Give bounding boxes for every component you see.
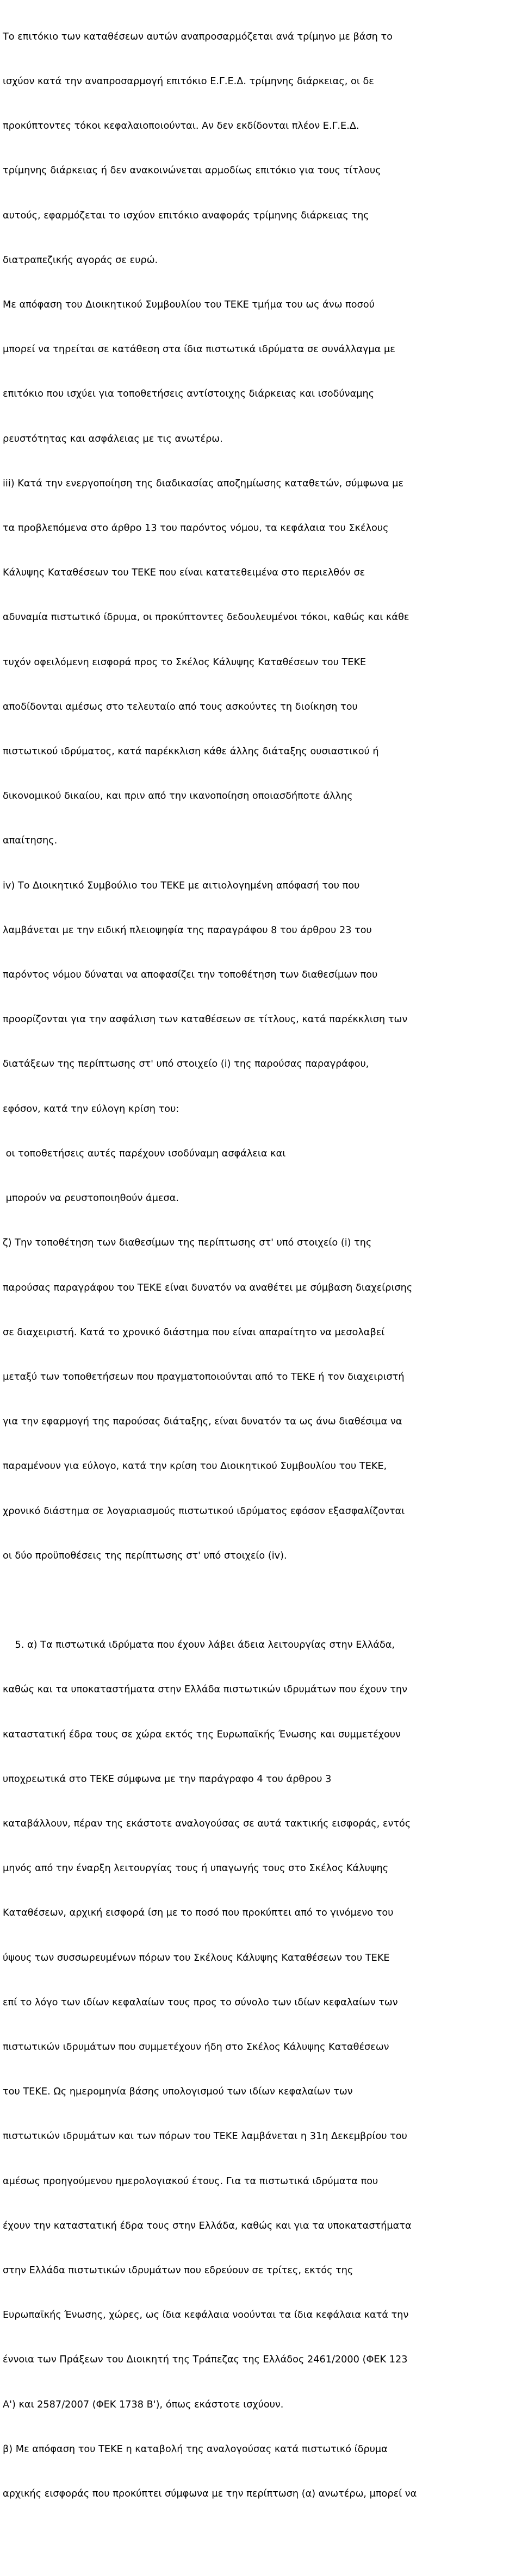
text-line: πιστωτικών ιδρυμάτων που συμμετέχουν ήδη στο Σκέλος Κάλυψης Καταθέσεων (3, 2041, 389, 2053)
text-line: Κάλυψης Καταθέσεων του ΤΕΚΕ που είναι κατατεθειμένα στο περιελθόν σε (3, 567, 365, 579)
text-line: β) Με απόφαση του ΤΕΚΕ η καταβολή της αναλογούσας κατά πιστωτικό ίδρυμα (3, 2443, 388, 2455)
text-line: μεταξύ των τοποθετήσεων που πραγματοποιούνται από το ΤΕΚΕ ή τον διαχειριστή (3, 1371, 405, 1383)
text-line: μηνός από την έναρξη λειτουργίας τους ή υπαγωγής τους στο Σκέλος Κάλυψης (3, 1863, 389, 1874)
text-line: απαίτησης. (3, 835, 58, 847)
text-line: iii) Κατά την ενεργοποίηση της διαδικασίας αποζημίωσης καταθετών, σύμφωνα με (3, 478, 404, 489)
text-line: καθώς και τα υποκαταστήματα στην Ελλάδα πιστωτικών ιδρυμάτων που έχουν την (3, 1684, 408, 1696)
text-line: διατραπεζικής αγοράς σε ευρώ. (3, 254, 158, 266)
text-line: Με απόφαση του Διοικητικού Συμβουλίου του ΤΕΚΕ τμήμα του ως άνω ποσού (3, 299, 375, 311)
text-line: σε διαχειριστή. Κατά το χρονικό διάστημα που είναι απαραίτητο να μεσολαβεί (3, 1327, 385, 1338)
text-line: Το επιτόκιο των καταθέσεων αυτών αναπροσαρμόζεται ανά τρίμηνο με βάση το (3, 31, 393, 42)
text-line: επιτόκιο που ισχύει για τοποθετήσεις αντίστοιχης διάρκειας και ισοδύναμης (3, 389, 375, 400)
text-line: ρευστότητας και ασφάλειας με τις ανωτέρω. (3, 433, 223, 445)
text-line: καταστατική έδρα τους σε χώρα εκτός της Ευρωπαϊκής Ένωσης και συμμετέχουν (3, 1729, 401, 1740)
text-line: ύψους των συσσωρευμένων πόρων του Σκέλους Κάλυψης Καταθέσεων του ΤΕΚΕ (3, 1952, 390, 1964)
text-line: διατάξεων της περίπτωσης στ' υπό στοιχείο (i) της παρούσας παραγράφου, (3, 1059, 369, 1070)
text-line: μπορεί να τηρείται σε κατάθεση στα ίδια πιστωτικά ιδρύματα σε συνάλλαγμα με (3, 344, 395, 355)
text-line: Καταθέσεων, αρχική εισφορά ίση με το ποσό που προκύπτει από το γινόμενο του (3, 1908, 394, 1919)
text-line: οι τοποθετήσεις αυτές παρέχουν ισοδύναμη ασφάλεια και (3, 1148, 286, 1159)
text-line: καταβάλλουν, πέραν της εκάστοτε αναλογούσας σε αυτά τακτικής εισφοράς, εντός (3, 1818, 411, 1829)
text-line: Ευρωπαϊκής Ένωσης, χώρες, ως ίδια κεφάλαια νοούνται τα ίδια κεφάλαια κατά την (3, 2310, 409, 2321)
text-line: μπορούν να ρευστοποιηθούν άμεσα. (3, 1193, 179, 1204)
text-line: για την εφαρμογή της παρούσας διάταξης, είναι δυνατόν τα ως άνω διαθέσιμα να (3, 1416, 402, 1428)
text-line: παρούσας παραγράφου του ΤΕΚΕ είναι δυνατόν να αναθέτει με σύμβαση διαχείρισης (3, 1282, 413, 1293)
text-line: αμέσως προηγούμενου ημερολογιακού έτους. Για τα πιστωτικά ιδρύματα που (3, 2175, 378, 2187)
text-line: του ΤΕΚΕ. Ως ημερομηνία βάσης υπολογισμού των ιδίων κεφαλαίων των (3, 2086, 353, 2098)
text-line: αυτούς, εφαρμόζεται το ισχύον επιτόκιο αναφοράς τρίμηνης διάρκειας της (3, 210, 369, 221)
text-line: αποδίδονται αμέσως στο τελευταίο από τους ασκούντες τη διοίκηση του (3, 701, 358, 712)
text-line (3, 2531, 522, 2546)
text-line: αδυναμία πιστωτικό ίδρυμα, οι προκύπτοντες δεδουλευμένοι τόκοι, καθώς και κάθε (3, 612, 409, 623)
text-line: έννοια των Πράξεων του Διοικητή της Τράπεζας της Ελλάδος 2461/2000 (ΦΕΚ 123 (3, 2354, 408, 2366)
text-line: παρόντος νόμου δύναται να αποφασίζει την τοποθέτηση των διαθεσίμων που (3, 970, 378, 981)
text-line: λαμβάνεται με την ειδική πλειοψηφία της παραγράφου 8 του άρθρου 23 του (3, 924, 372, 936)
text-line: τα προβλεπόμενα στο άρθρο 13 του παρόντος νόμου, τα κεφάλαια του Σκέλους (3, 523, 389, 534)
document-body (3, 0, 522, 2576)
text-line: προορίζονται για την ασφάλιση των καταθέσεων σε τίτλους, κατά παρέκκλιση των (3, 1014, 408, 1026)
text-line: δικονομικού δικαίου, και πριν από την ικανοποίηση οποιασδήποτε άλλης (3, 791, 353, 802)
text-line: Α') και 2587/2007 (ΦΕΚ 1738 Β'), όπως εκάστοτε ισχύουν. (3, 2399, 284, 2410)
text-line: αρχικής εισφοράς που προκύπτει σύμφωνα με την περίπτωση (α) ανωτέρω, μπορεί να (3, 2488, 417, 2499)
blank-line (3, 1593, 522, 1608)
text-line: χρονικό διάστημα σε λογαριασμούς πιστωτικού ιδρύματος εφόσον εξασφαλίζονται (3, 1505, 405, 1517)
text-line: 5. α) Τα πιστωτικά ιδρύματα που έχουν λάβει άδεια λειτουργίας στην Ελλάδα, (3, 1640, 395, 1651)
text-line: πιστωτικού ιδρύματος, κατά παρέκκλιση κάθε άλλης διάταξης ουσιαστικού ή (3, 746, 379, 758)
text-line: ισχύον κατά την αναπροσαρμογή επιτόκιο Ε.Γ.Ε.Δ. τρίμηνης διάρκειας, οι δε (3, 76, 374, 87)
text-line: επί το λόγο των ιδίων κεφαλαίων τους προς το σύνολο των ιδίων κεφαλαίων των (3, 1997, 398, 2008)
text-line: πιστωτικών ιδρυμάτων και των πόρων του ΤΕΚΕ λαμβάνεται η 31η Δεκεμβρίου του (3, 2131, 407, 2142)
text-line: εφόσον, κατά την εύλογη κρίση του: (3, 1103, 179, 1115)
text-line: προκύπτοντες τόκοι κεφαλαιοποιούνται. Αν δεν εκδίδονται πλέον Ε.Γ.Ε.Δ. (3, 121, 359, 132)
text-line: έχουν την καταστατική έδρα τους στην Ελλάδα, καθώς και για τα υποκαταστήματα (3, 2220, 412, 2231)
text-line: υποχρεωτικά στο ΤΕΚΕ σύμφωνα με την παράγραφο 4 του άρθρου 3 (3, 1773, 332, 1785)
text-line: οι δύο προϋποθέσεις της περίπτωσης στ' υπό στοιχείο (iv). (3, 1550, 287, 1561)
text-line: στην Ελλάδα πιστωτικών ιδρυμάτων που εδρεύουν σε τρίτες, εκτός της (3, 2265, 353, 2276)
text-line: τυχόν οφειλόμενη εισφορά προς το Σκέλος Κάλυψης Καταθέσεων του ΤΕΚΕ (3, 656, 366, 668)
text-line: iv) Το Διοικητικό Συμβούλιο του ΤΕΚΕ με αιτιολογημένη απόφασή του που (3, 880, 360, 891)
text-line: παραμένουν για εύλογο, κατά την κρίση του Διοικητικού Συμβουλίου του ΤΕΚΕ, (3, 1461, 387, 1472)
text-line: τρίμηνης διάρκειας ή δεν ανακοινώνεται αρμοδίως επιτόκιο για τους τίτλους (3, 165, 381, 177)
text-line: ζ) Την τοποθέτηση των διαθεσίμων της περίπτωσης στ' υπό στοιχείο (i) της (3, 1237, 372, 1249)
